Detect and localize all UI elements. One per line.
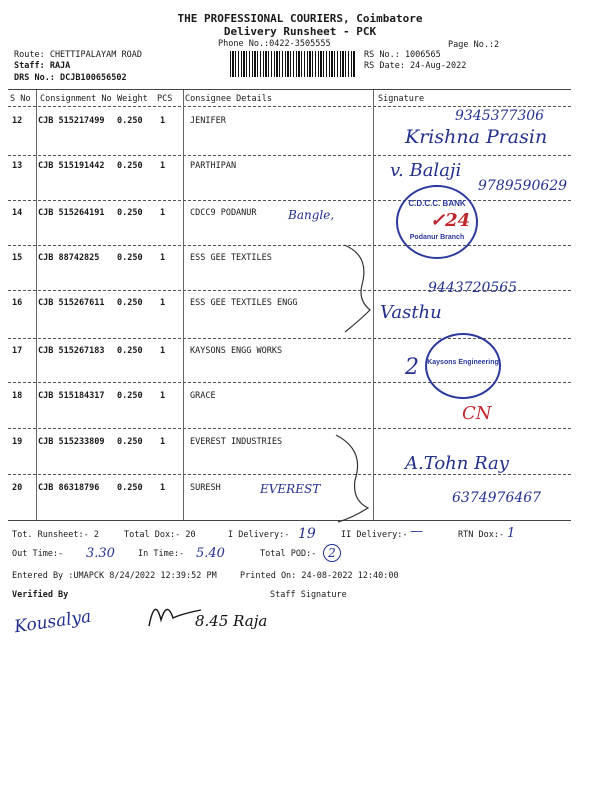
row-consignment: CJB 515233809 — [38, 437, 105, 447]
runsheet-title: Delivery Runsheet - PCK — [223, 25, 377, 38]
row-consignee: GRACE — [190, 391, 216, 401]
row-sno: 16 — [12, 298, 23, 308]
row-sno: 18 — [12, 391, 23, 401]
row-weight: 0.250 — [117, 161, 143, 171]
row-sno: 12 — [12, 116, 23, 126]
col-pcs: PCS — [157, 94, 173, 104]
rtn-dox-value: 1 — [507, 526, 516, 541]
handwritten-signature: A.Tohn Ray — [405, 453, 509, 474]
rs-number: RS No.: 1006565 — [364, 50, 441, 60]
printed-on: Printed On: 24-08-2022 12:40:00 — [240, 571, 399, 581]
row-sno: 14 — [12, 208, 23, 218]
handwritten-phone: 9443720565 — [428, 280, 518, 296]
table-bottom-line — [8, 520, 571, 521]
barcode — [230, 51, 355, 77]
handwritten-signature: Vasthu — [380, 302, 442, 323]
row-consignee: PARTHIPAN — [190, 161, 237, 171]
row-consignee: ESS GEE TEXTILES — [190, 253, 272, 263]
handwritten-signature: Krishna Prasin — [405, 126, 548, 148]
row-consignment: CJB 86318796 — [38, 483, 100, 493]
row-divider — [8, 200, 571, 201]
row-weight: 0.250 — [117, 483, 143, 493]
col-signature: Signature — [378, 94, 425, 104]
out-time-label: Out Time:- — [12, 549, 64, 559]
row-divider — [8, 428, 571, 429]
row-consignment: CJB 88742825 — [38, 253, 100, 263]
col-weight: Weight — [117, 94, 148, 104]
phone-number: Phone No.:0422-3505555 — [218, 39, 331, 49]
row-consignee: EVEREST INDUSTRIES — [190, 437, 283, 447]
col-consignment: Consignment No — [40, 94, 112, 104]
rs-date: RS Date: 24-Aug-2022 — [364, 61, 467, 71]
stamp-text: C.D.C.C. BANK — [408, 199, 466, 208]
row-weight: 0.250 — [117, 253, 143, 263]
page-number: Page No.:2 — [448, 40, 500, 50]
stamp-text: Podanur Branch — [409, 234, 465, 241]
handwritten-signature: v. Balaji — [390, 160, 462, 181]
row-consignment: CJB 515267611 — [38, 298, 105, 308]
tot-runsheet: Tot. Runsheet:- 2 — [12, 530, 99, 540]
verified-by-label: Verified By — [12, 590, 69, 600]
stamp-text: Kaysons Engineering — [427, 359, 499, 366]
handwritten-phone: 9345377306 — [455, 108, 545, 124]
bracket-scribble — [330, 430, 380, 525]
header-divider — [8, 106, 571, 107]
handwritten-phone: 9789590629 — [478, 178, 568, 194]
row-consignment: CJB 515264191 — [38, 208, 105, 218]
row-consignee: CDCC9 PODANUR — [190, 208, 257, 218]
row-weight: 0.250 — [117, 437, 143, 447]
row-pcs: 1 — [160, 116, 166, 126]
row-pcs: 1 — [160, 161, 166, 171]
entered-by: Entered By :UMAPCK 8/24/2022 12:39:52 PM — [12, 571, 217, 581]
rtn-dox-label: RTN Dox:- — [458, 530, 505, 540]
row-divider — [8, 338, 571, 339]
route: Route: CHETTIPALAYAM ROAD — [14, 50, 142, 60]
col-consignee: Consignee Details — [185, 94, 272, 104]
row-consignee: SURESH — [190, 483, 221, 493]
row-consignee: JENIFER — [190, 116, 226, 126]
row-pcs: 1 — [160, 208, 166, 218]
row-pcs: 1 — [160, 437, 166, 447]
row-consignment: CJB 515217499 — [38, 116, 105, 126]
in-time-value: 5.40 — [196, 546, 225, 561]
total-dox: Total Dox:- 20 — [124, 530, 196, 540]
row-consignment: CJB 515191442 — [38, 161, 105, 171]
i-delivery-label: I Delivery:- — [228, 530, 290, 540]
row-sno: 13 — [12, 161, 23, 171]
row-weight: 0.250 — [117, 116, 143, 126]
staff: Staff: RAJA — [14, 61, 71, 71]
handwritten-mark: CN — [462, 403, 492, 424]
row-divider — [8, 245, 571, 246]
handwritten-phone: 6374976467 — [452, 490, 542, 506]
row-sno: 19 — [12, 437, 23, 447]
row-consignee: ESS GEE TEXTILES ENGG — [190, 298, 298, 308]
table-top-line — [8, 89, 571, 90]
ii-delivery-value: — — [410, 524, 423, 539]
total-pod-label: Total POD:- — [260, 549, 317, 559]
row-sno: 17 — [12, 346, 23, 356]
company-title: THE PROFESSIONAL COURIERS, Coimbatore — [177, 12, 423, 25]
row-sno: 20 — [12, 483, 23, 493]
out-time-value: 3.30 — [86, 546, 115, 561]
staff-signature: 8.45 Raja — [195, 612, 268, 630]
row-pcs: 1 — [160, 391, 166, 401]
verified-signature: Kousalya — [12, 606, 93, 638]
row-consignment: CJB 515184317 — [38, 391, 105, 401]
col-sno: S No — [10, 94, 31, 104]
staff-signature-label: Staff Signature — [270, 590, 347, 600]
row-divider — [8, 474, 571, 475]
ii-delivery-label: II Delivery:- — [341, 530, 408, 540]
row-pcs: 1 — [160, 483, 166, 493]
row-weight: 0.250 — [117, 208, 143, 218]
row-pcs: 1 — [160, 298, 166, 308]
row-consignee: KAYSONS ENGG WORKS — [190, 346, 283, 356]
row-pcs: 1 — [160, 346, 166, 356]
total-pod-value: 2 — [323, 544, 341, 562]
row-weight: 0.250 — [117, 391, 143, 401]
row-pcs: 1 — [160, 253, 166, 263]
row-weight: 0.250 — [117, 346, 143, 356]
company-stamp — [425, 333, 501, 399]
in-time-label: In Time:- — [138, 549, 185, 559]
bracket-scribble — [340, 240, 380, 335]
row-divider — [8, 155, 571, 156]
red-signature: ✓24 — [430, 210, 471, 231]
handwritten-note: EVEREST — [260, 482, 321, 496]
handwritten-note: Bangle, — [288, 208, 335, 222]
i-delivery-value: 19 — [298, 526, 316, 542]
row-consignment: CJB 515267183 — [38, 346, 105, 356]
drs-number: DRS No.: DCJB100656502 — [14, 73, 127, 83]
handwritten-mark: 2 — [405, 355, 419, 380]
row-sno: 15 — [12, 253, 23, 263]
row-weight: 0.250 — [117, 298, 143, 308]
